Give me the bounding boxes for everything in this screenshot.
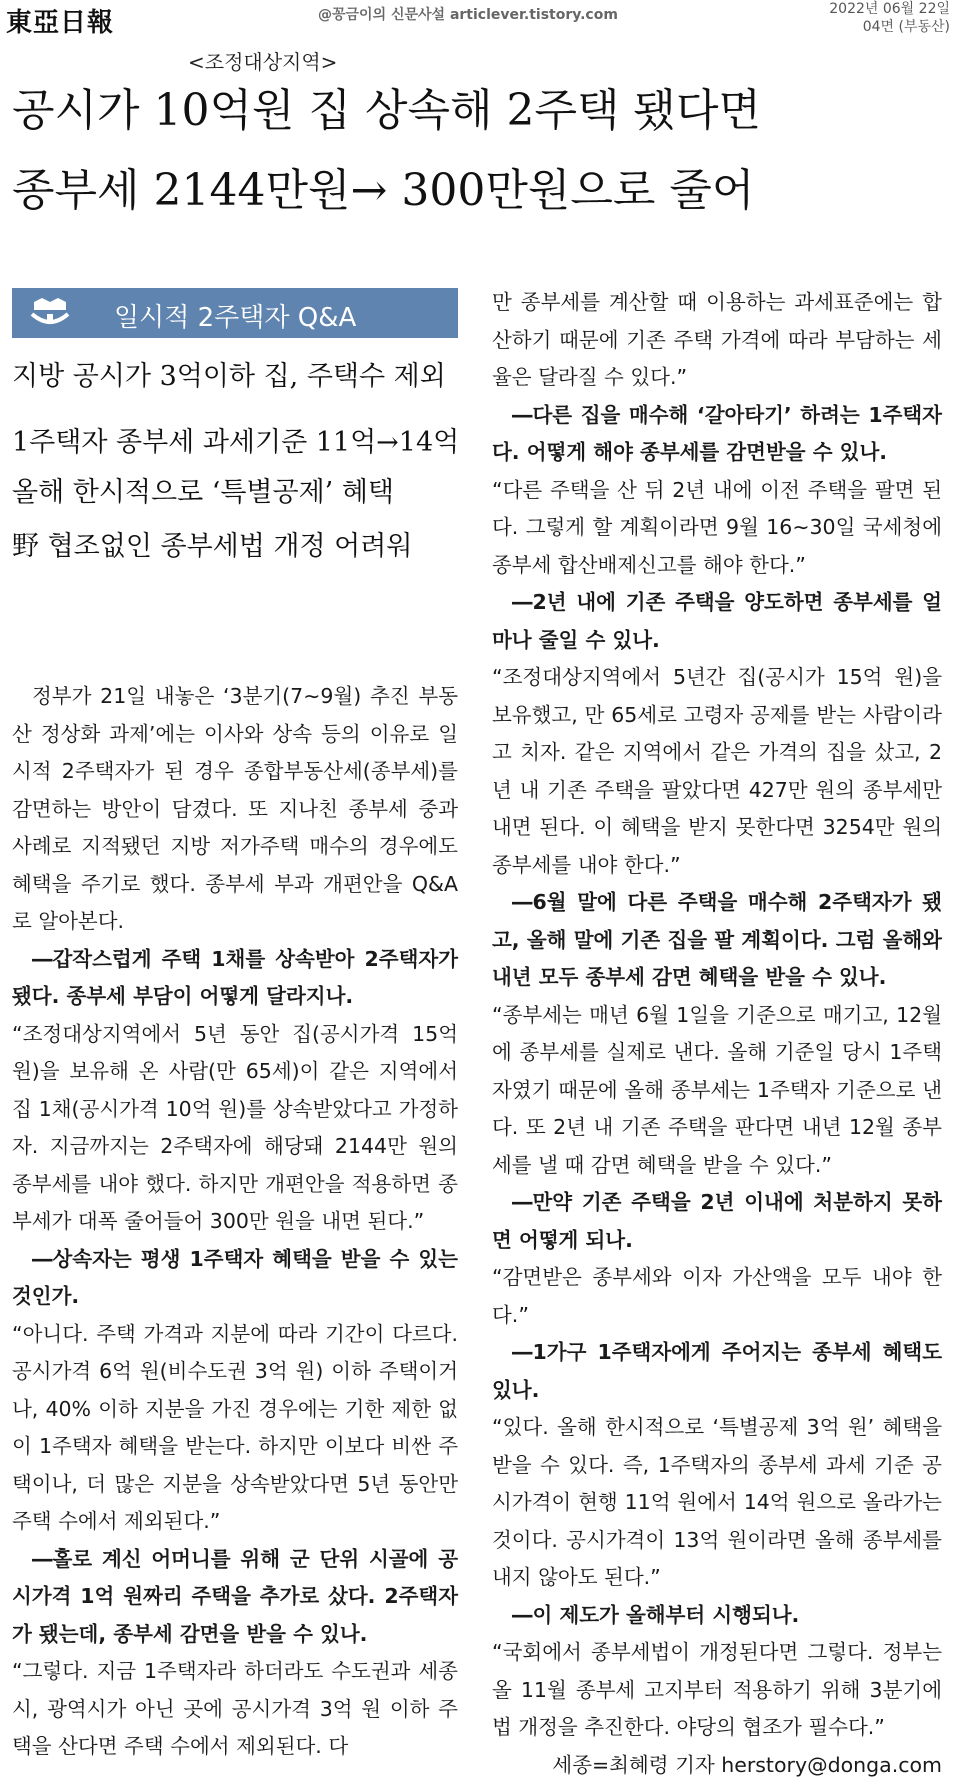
question-paragraph: ―이 제도가 올해부터 시행되나. <box>492 1597 942 1635</box>
article-lead-paragraph: 정부가 21일 내놓은 ‘3분기(7∼9월) 추진 부동산 정상화 과제’에는 이사와 상속 등의 이유로 일시적 2주택자가 된 경우 종합부동산세(종부세)를 감면하는 방안이 담겼다. 또 지나친 종부세 중과 사례로 지적됐던 지방 저가주택 매수의 경우에도 혜택을 주기로 했다. 종부세 부과 개편안을 Q&A로 알아본다. <box>12 678 458 941</box>
subhead-3: 올해 한시적으로 ‘특별공제’ 혜택 <box>12 470 394 509</box>
publish-date: 2022년 06월 22일 <box>829 0 950 18</box>
page-section: 04면 (부동산) <box>829 18 950 36</box>
subhead-1: 지방 공시가 3억이하 집, 주택수 제외 <box>12 354 446 393</box>
kicker: <조정대상지역> <box>188 46 337 75</box>
masthead <box>0 0 954 42</box>
headline-line-2: 종부세 2144만원→ 300만원으로 줄어 <box>12 164 754 218</box>
qa-banner <box>12 288 458 338</box>
answer-paragraph: “감면받은 종부세와 이자 가산액을 모두 내야 한다.” <box>492 1259 942 1334</box>
answer-paragraph: “다른 주택을 산 뒤 2년 내에 이전 주택을 팔면 된다. 그렇게 할 계획이라면 9월 16∼30일 국세청에 종부세 합산배제신고를 해야 한다.” <box>492 472 942 585</box>
answer-paragraph: “국회에서 종부세법이 개정된다면 그렇다. 정부는 올 11월 종부세 고지부터 적용하기 위해 3분기에 법 개정을 추진한다. 야당의 협조가 필수다.” <box>492 1634 942 1747</box>
question-paragraph: ―만약 기존 주택을 2년 이내에 처분하지 못하면 어떻게 되나. <box>492 1184 942 1259</box>
question-paragraph: ―6월 말에 다른 주택을 매수해 2주택자가 됐고, 올해 말에 기존 집을 팔 계획이다. 그럼 올해와 내년 모두 종부세 감면 혜택을 받을 수 있나. <box>492 884 942 997</box>
question-paragraph: ―2년 내에 기존 주택을 양도하면 종부세를 얼마나 줄일 수 있나. <box>492 584 942 659</box>
subhead-2: 1주택자 종부세 과세기준 11억→14억 <box>12 420 459 459</box>
house-hands-icon <box>28 296 72 330</box>
newspaper-logo: 東亞日報 <box>6 2 114 39</box>
blog-watermark: @꽁금이의 신문사설 articlever.tistory.com <box>318 4 618 24</box>
dateline <box>829 0 950 36</box>
answer-paragraph: “있다. 올해 한시적으로 ‘특별공제 3억 원’ 혜택을 받을 수 있다. 즉, 1주택자의 종부세 과세 기준 공시가격이 현행 11억 원에서 14억 원으로 올라가는 것이다. 공시가격이 13억 원이라면 올해 종부세를 내지 않아도 된다.” <box>492 1409 942 1597</box>
question-paragraph: ―상속자는 평생 1주택자 혜택을 받을 수 있는 것인가. <box>12 1241 458 1316</box>
qa-banner-title: 일시적 2주택자 Q&A <box>114 297 356 334</box>
question-paragraph: ―홀로 계신 어머니를 위해 군 단위 시골에 공시가격 1억 원짜리 주택을 추가로 샀다. 2주택자가 됐는데, 종부세 감면을 받을 수 있나. <box>12 1541 458 1654</box>
question-paragraph: ―1가구 1주택자에게 주어지는 종부세 혜택도 있나. <box>492 1334 942 1409</box>
answer-paragraph: “아니다. 주택 가격과 지분에 따라 기간이 다르다. 공시가격 6억 원(비수도권 3억 원) 이하 주택이거나, 40% 이하 지분을 가진 경우에는 기한 제한 없이 1주택자 혜택을 받는다. 하지만 이보다 비싼 주택이나, 더 많은 지분을 상속받았다면 5년 동안만 주택 수에서 제외된다.” <box>12 1316 458 1541</box>
byline: 세종=최혜령 기자 herstory@donga.com <box>492 1747 942 1784</box>
headline-line-1: 공시가 10억원 집 상속해 2주택 됐다면 <box>12 84 761 138</box>
answer-paragraph: “조정대상지역에서 5년간 집(공시가 15억 원)을 보유했고, 만 65세로 고령자 공제를 받는 사람이라고 치자. 같은 지역에서 같은 가격의 집을 샀고, 2년 내 기존 주택을 팔았다면 427만 원의 종부세만 내면 된다. 이 혜택을 받지 못한다면 3254만 원의 종부세를 내야 한다.” <box>492 659 942 884</box>
answer-paragraph: “조정대상지역에서 5년 동안 집(공시가격 15억 원)을 보유해 온 사람(만 65세)이 같은 지역에서 집 1채(공시가격 10억 원)를 상속받았다고 가정하자. 지금까지는 2주택자에 해당돼 2144만 원의 종부세를 내야 했다. 하지만 개편안을 적용하면 종부세가 대폭 줄어들어 300만 원을 내면 된다.” <box>12 1016 458 1241</box>
article-column-left <box>12 678 458 1766</box>
answer-paragraph: “그렇다. 지금 1주택자라 하더라도 수도권과 세종시, 광역시가 아닌 곳에 공시가격 3억 원 이하 주택을 산다면 주택 수에서 제외된다. 다 <box>12 1653 458 1766</box>
subhead-4: 野 협조없인 종부세법 개정 어려워 <box>12 524 412 563</box>
article-column-right <box>492 284 942 1784</box>
question-paragraph: ―다른 집을 매수해 ‘갈아타기’ 하려는 1주택자다. 어떻게 해야 종부세를 감면받을 수 있나. <box>492 397 942 472</box>
question-paragraph: ―갑작스럽게 주택 1채를 상속받아 2주택자가 됐다. 종부세 부담이 어떻게 달라지나. <box>12 941 458 1016</box>
answer-paragraph: “종부세는 매년 6월 1일을 기준으로 매기고, 12월에 종부세를 실제로 낸다. 올해 기준일 당시 1주택자였기 때문에 올해 종부세는 1주택자 기준으로 낸다. 또 2년 내 기존 주택을 판다면 내년 12월 종부세를 낼 때 감면 혜택을 받을 수 있다.” <box>492 997 942 1185</box>
continued-paragraph: 만 종부세를 계산할 때 이용하는 과세표준에는 합산하기 때문에 기존 주택 가격에 따라 부담하는 세율은 달라질 수 있다.” <box>492 284 942 397</box>
